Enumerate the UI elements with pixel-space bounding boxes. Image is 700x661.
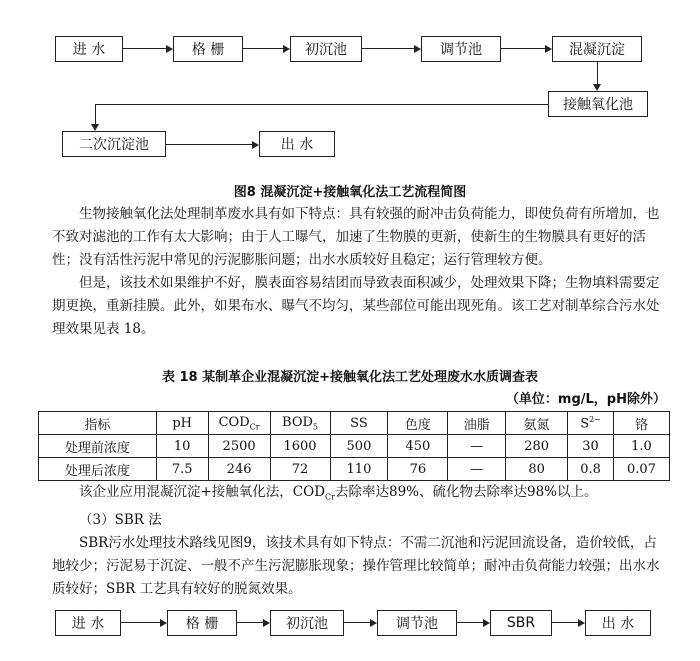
arrow-head (160, 619, 167, 627)
flow-arrow (95, 104, 548, 105)
cell-ammonia: 280 (506, 435, 568, 458)
flow-box-secondary-clarifier: 二次沉淀池 (62, 131, 166, 157)
flow-box-outlet: 出 水 (259, 131, 335, 157)
header-color: 色度 (388, 412, 448, 435)
flow-arrow (123, 48, 166, 49)
cell-ph: 10 (156, 435, 208, 458)
flow-arrow (243, 48, 283, 49)
flow-box-screen: 格 栅 (167, 610, 237, 636)
cell-sulfide: 30 (568, 435, 614, 458)
cell-ss: 500 (330, 435, 388, 458)
flow-box-primary-clarifier: 初沉池 (290, 36, 362, 62)
table-row (39, 458, 670, 481)
cell-oil: — (448, 435, 506, 458)
cell-color: 450 (388, 435, 448, 458)
cell-color: 76 (388, 458, 448, 481)
table-title: 表 18 某制革企业混凝沉淀+接触氧化法工艺处理废水水质调查表 (161, 370, 539, 385)
arrow-head (593, 84, 601, 91)
paragraph: SBR污水处理技术路线见图9，该技术具有如下特点：不需二沉池和污泥回流设备，造价较低，占地较少；污泥易于沉淀、一般不产生污泥膨胀现象；操作管理比较简单；耐冲击负荷能力较强；出水水质较好；SBR 工艺具有较好的脱氮效果。 (52, 534, 660, 597)
flow-box-equalization-tank: 调节池 (377, 610, 457, 636)
cell-bod: 1600 (270, 435, 330, 458)
row-label: 处理后浓度 (39, 458, 157, 481)
flow-arrow (501, 48, 545, 49)
water-quality-table (38, 411, 670, 481)
arrow-head (91, 124, 99, 131)
paragraph: 生物接触氧化法处理制革废水具有如下特点：具有较强的耐冲击负荷能力，即使负荷有所增加，也不致对滤池的工作有太大影响；由于人工曝气，加速了生物膜的更新，使新生的生物膜具有更好的活性；没有活性污泥中常见的污泥膨胀问题；出水水质较好且稳定；运行管理较方便。 (52, 206, 660, 268)
body-text-2 (52, 481, 660, 601)
cell-ss: 110 (330, 458, 388, 481)
flow-arrow (362, 48, 414, 49)
arrow-head (252, 141, 259, 149)
cell-chromium: 0.07 (614, 458, 670, 481)
arrow-head (545, 45, 552, 53)
arrow-head (578, 619, 585, 627)
flow-box-inlet: 进 水 (55, 36, 123, 62)
flow-arrow (121, 622, 160, 623)
header-bod: $BOD_5$ (270, 412, 330, 435)
flow-arrow (95, 104, 96, 124)
paragraph: 但是，该技术如果维护不好，膜表面容易结团而导致表面积减少，处理效果下降；生物填料需要定期更换，重新挂膜。此外，如果布水、曝气不均匀，某些部位可能出现死角。该工艺对制革综合污水处理效果见表 18。 (52, 275, 660, 337)
flow-box-inlet: 进 水 (55, 610, 121, 636)
header-chromium: 铬 (614, 412, 670, 435)
header-ammonia: 氨氮 (506, 412, 568, 435)
header-cod: $COD_{Cr}$ (208, 412, 270, 435)
flow-box-contact-oxidation: 接触氧化池 (548, 91, 648, 117)
cell-chromium: 1.0 (614, 435, 670, 458)
flow-box-screen: 格 栅 (173, 36, 243, 62)
arrow-head (283, 45, 290, 53)
table-header-row (39, 412, 670, 435)
header-oil: 油脂 (448, 412, 506, 435)
flow-arrow (237, 622, 263, 623)
cell-bod: 72 (270, 458, 330, 481)
cell-sulfide: 0.8 (568, 458, 614, 481)
paragraph: 该企业应用混凝沉淀+接触氧化法，$COD_{Cr}$去除率达89%、硫化物去除率达98%以上。 (79, 484, 598, 502)
flow-arrow (552, 622, 578, 623)
flow-box-equalization-tank: 调节池 (421, 36, 501, 62)
header-indicator: 指标 (39, 412, 157, 435)
flow-box-outlet: 出 水 (585, 610, 651, 636)
table-unit-note: （单位：mg/L，pH除外） (505, 392, 666, 407)
cell-ammonia: 80 (506, 458, 568, 481)
flow-arrow (457, 622, 483, 623)
cell-cod: 2500 (208, 435, 270, 458)
body-text (52, 203, 660, 341)
flow-arrow (166, 144, 252, 145)
cell-cod: 246 (208, 458, 270, 481)
section-heading: （3）SBR 法 (79, 511, 162, 528)
figure-caption: 图8 混凝沉淀+接触氧化法工艺流程简图 (233, 185, 467, 200)
cell-oil: — (448, 458, 506, 481)
arrow-head (166, 45, 173, 53)
arrow-head (483, 619, 490, 627)
header-sulfide: $S^{2-}$ (568, 412, 614, 435)
cell-ph: 7.5 (156, 458, 208, 481)
flow-box-coagulation: 混凝沉淀 (552, 36, 642, 62)
flow-box-sbr: SBR (490, 610, 552, 636)
flow-arrow (597, 62, 598, 84)
row-label: 处理前浓度 (39, 435, 157, 458)
header-ss: SS (330, 412, 388, 435)
flow-arrow (344, 622, 370, 623)
flow-box-primary-clarifier: 初沉池 (270, 610, 344, 636)
table-row (39, 435, 670, 458)
arrow-head (370, 619, 377, 627)
header-ph: pH (156, 412, 208, 435)
arrow-head (414, 45, 421, 53)
arrow-head (263, 619, 270, 627)
